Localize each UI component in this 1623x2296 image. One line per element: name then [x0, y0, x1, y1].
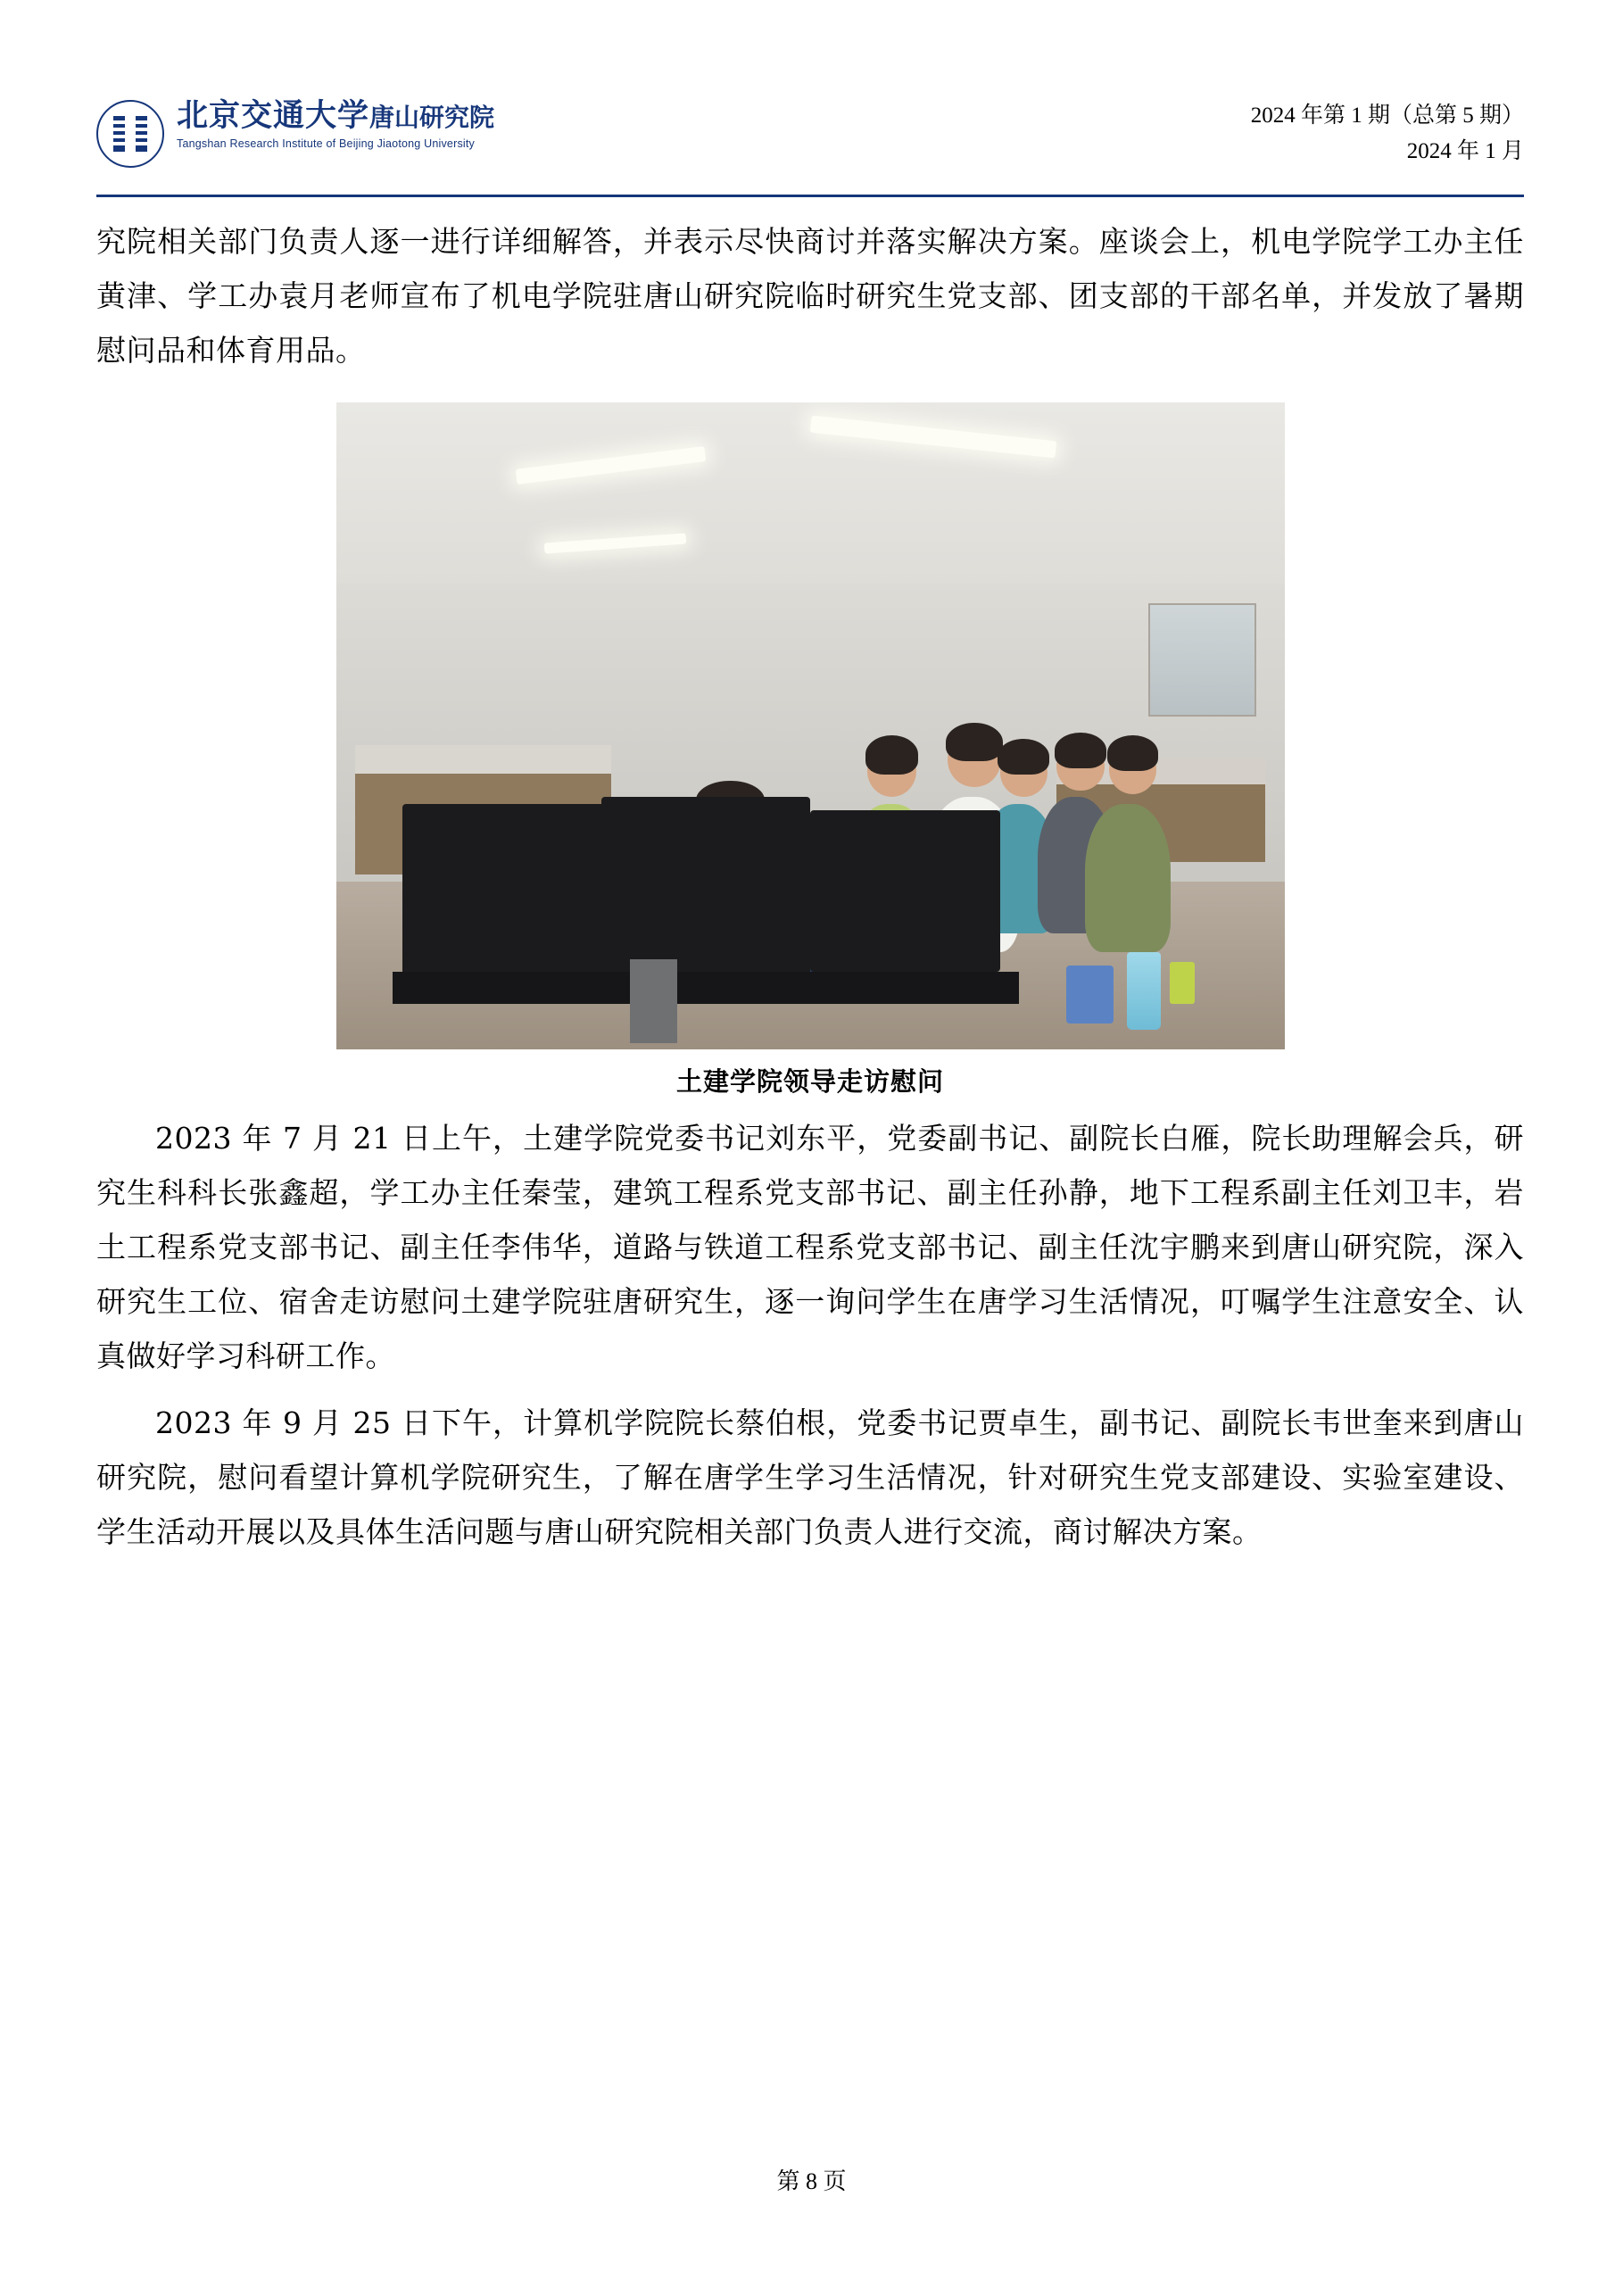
photo-person — [1085, 804, 1171, 953]
photo-blue-bin — [1066, 966, 1114, 1024]
photo-green-cup — [1170, 962, 1195, 1004]
photo-desk-front-edge — [393, 972, 1019, 1004]
photo-monitor — [601, 797, 810, 978]
photo-window — [1148, 603, 1256, 717]
figure-caption: 土建学院领导走访慰问 — [675, 1066, 944, 1097]
issue-number: 2024 年第 1 期（总第 5 期） — [1250, 104, 1524, 128]
photo-visit-image — [336, 402, 1285, 1049]
photo-person-hair — [946, 723, 1003, 762]
issue-date: 2024 年 1 月 — [1406, 139, 1524, 163]
page-content — [96, 214, 1524, 1559]
photo-monitor — [810, 810, 1000, 972]
paragraph-three: 2023 年 9 月 25 日下午，计算机学院院长蔡伯根，党委书记贾卓生，副书记、副院长韦世奎来到唐山研究院，慰问看望计算机学院研究生，了解在唐学生学习生活情况，针对研究生党支部建设、实验室建设、学生活动开展以及具体生活问题与唐山研究院相关部门负责人进行交流，商讨解决方案。 — [96, 1405, 1524, 1549]
figure-block — [96, 402, 1524, 1098]
page-footer — [0, 2163, 1623, 2196]
logo-text-block — [177, 96, 494, 150]
issue-info — [1251, 98, 1524, 170]
university-seal-icon — [96, 100, 164, 168]
logo-chinese-name: 北京交通大学唐山研究院 — [177, 97, 495, 134]
photo-person-hair — [1107, 735, 1158, 771]
photo-computer-tower — [630, 959, 677, 1043]
paragraph-two: 2023 年 7 月 21 日上午，土建学院党委书记刘东平，党委副书记、副院长白雁，院长助理解会兵，研究生科科长张鑫超，学工办主任秦莹，建筑工程系党支部书记、副主任孙静，地下工程系副主任刘卫丰，岩土工程系党支部书记、副主任李伟华，道路与铁道工程系党支部书记、副主任沈宇鹏来到唐山研究院，深入研究生工位、宿舍走访慰问土建学院驻唐研究生，逐一询问学生在唐学习生活情况，叮嘱学生注意安全、认真做好学习科研工作。 — [96, 1121, 1524, 1373]
photo-water-bottle — [1127, 952, 1161, 1030]
institution-logo — [96, 96, 494, 168]
photo-person-hair — [865, 735, 919, 775]
photo-person-hair — [998, 739, 1048, 775]
paragraph-continued: 究院相关部门负责人逐一进行详细解答，并表示尽快商讨并落实解决方案。座谈会上，机电学院学工办主任黄津、学工办袁月老师宣布了机电学院驻唐山研究院临时研究生党支部、团支部的干部名单，并发放了暑期慰问品和体育用品。 — [96, 224, 1524, 368]
header-divider — [96, 195, 1524, 197]
logo-institute-name: 唐山研究院 — [369, 103, 495, 132]
page-header — [96, 96, 1524, 190]
photo-monitor — [402, 804, 611, 979]
page-number: 第 8 页 — [776, 2168, 847, 2194]
logo-english-name: Tangshan Research Institute of Beijing Jiaotong University — [177, 137, 475, 151]
photo-person-hair — [1055, 733, 1105, 768]
